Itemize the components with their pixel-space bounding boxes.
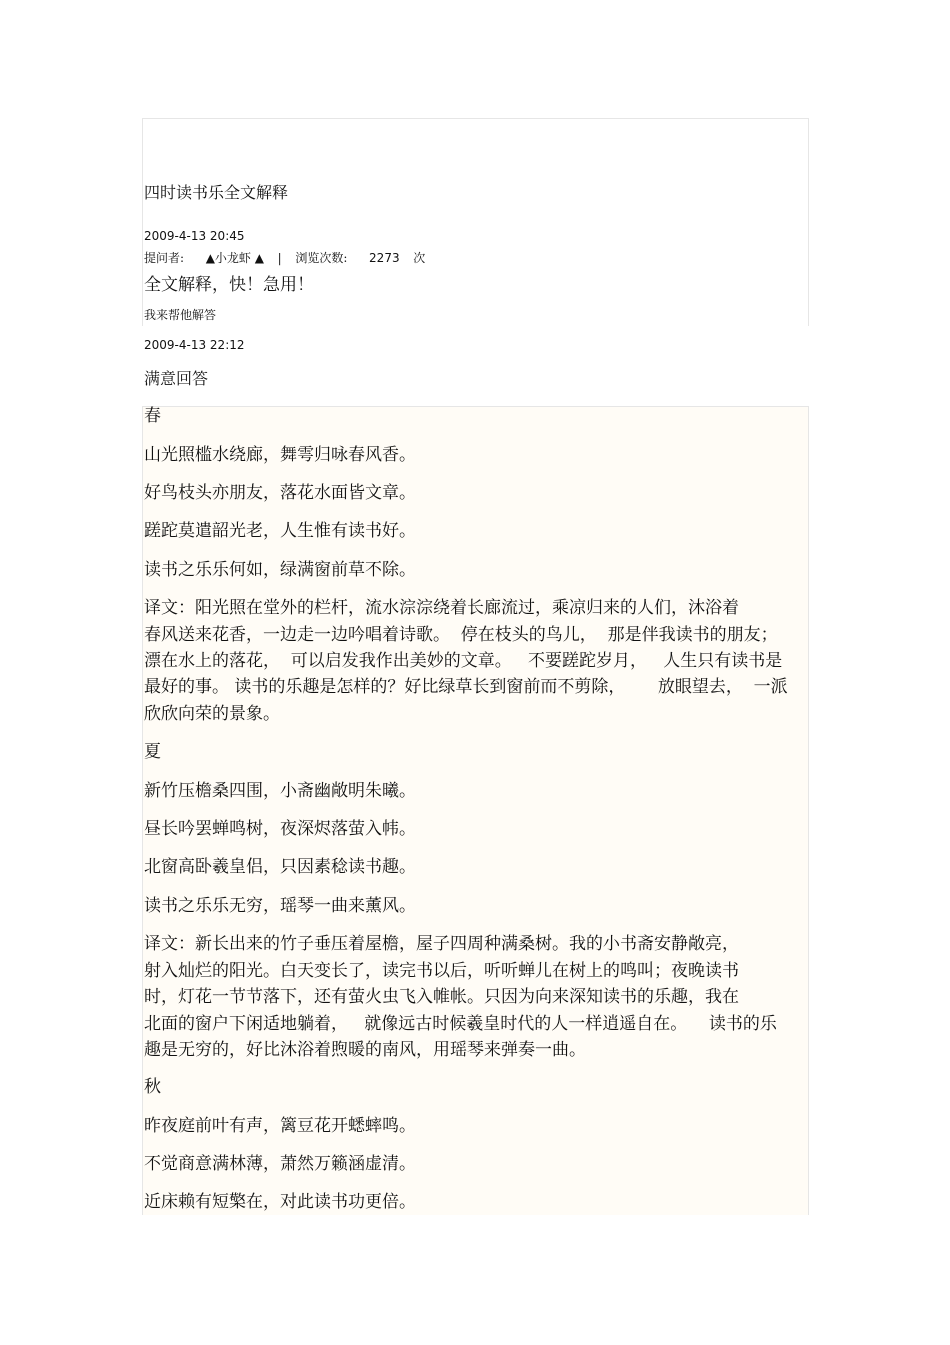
poem-line: 读书之乐乐何如，绿满窗前草不除。 <box>144 560 416 580</box>
poem-line: 近床赖有短檠在，对此读书功更倍。 <box>144 1192 416 1212</box>
translation-line: 欣欣向荣的景象。 <box>144 704 280 724</box>
meta-separator: | <box>277 251 282 265</box>
translation-line: 北面的窗户下闲适地躺着， 就像远古时候羲皇时代的人一样逍遥自在。 读书的乐 <box>144 1014 777 1034</box>
translation-line: 漂在水上的落花， 可以启发我作出美妙的文章。 不要蹉跎岁月， 人生只有读书是 <box>144 651 783 671</box>
asker-label: 提问者: <box>144 251 185 265</box>
poem-line: 读书之乐乐无穷，瑶琴一曲来薰风。 <box>144 896 416 916</box>
poem-line: 昨夜庭前叶有声，篱豆花开蟋蟀鸣。 <box>144 1116 416 1136</box>
section-heading-summer: 夏 <box>144 742 161 762</box>
poem-line: 不觉商意满林薄，萧然万籁涵虚清。 <box>144 1154 416 1174</box>
section-heading-spring: 春 <box>144 406 161 426</box>
question-date: 2009-4-13 20:45 <box>144 229 245 243</box>
question-title: 四时读书乐全文解释 <box>144 183 289 202</box>
section-heading-autumn: 秋 <box>144 1077 161 1097</box>
translation-line: 趣是无穷的，好比沐浴着煦暖的南风，用瑶琴来弹奏一曲。 <box>144 1040 586 1060</box>
asker-name[interactable]: ▲小龙虾 ▲ <box>205 251 264 265</box>
poem-line: 新竹压檐桑四围，小斋幽敞明朱曦。 <box>144 781 416 801</box>
poem-line: 蹉跎莫遣韶光老，人生惟有读书好。 <box>144 521 416 541</box>
translation-line: 最好的事。 读书的乐趣是怎样的？好比绿草长到窗前而不剪除， 放眼望去， 一派 <box>144 677 788 697</box>
question-meta <box>144 252 425 264</box>
translation-line: 时，灯花一节节落下，还有萤火虫飞入帷帐。只因为向来深知读书的乐趣，我在 <box>144 987 739 1007</box>
question-body: 全文解释，快！急用！ <box>144 275 314 295</box>
help-answer-link[interactable]: 我来帮他解答 <box>144 308 217 322</box>
translation-line: 译文：新长出来的竹子垂压着屋檐，屋子四周种满桑树。我的小书斋安静敞亮， <box>144 934 739 954</box>
translation-line: 射入灿烂的阳光。白天变长了，读完书以后，听听蝉儿在树上的鸣叫；夜晚读书 <box>144 961 739 981</box>
poem-line: 北窗高卧羲皇侣，只因素稔读书趣。 <box>144 857 416 877</box>
translation-line: 春风送来花香，一边走一边吟唱着诗歌。 停在枝头的鸟儿， 那是伴我读书的朋友； <box>144 625 778 645</box>
views-unit: 次 <box>413 251 426 265</box>
answer-date: 2009-4-13 22:12 <box>144 338 245 352</box>
poem-line: 昼长吟罢蝉鸣树，夜深烬落萤入帏。 <box>144 819 416 839</box>
poem-line: 好鸟枝头亦朋友，落花水面皆文章。 <box>144 483 416 503</box>
best-answer-label: 满意回答 <box>144 369 209 388</box>
translation-line: 译文：阳光照在堂外的栏杆，流水淙淙绕着长廊流过，乘凉归来的人们，沐浴着 <box>144 598 739 618</box>
views-count: 2273 <box>369 251 400 265</box>
views-label: 浏览次数: <box>295 251 348 265</box>
poem-line: 山光照槛水绕廊，舞雩归咏春风香。 <box>144 445 416 465</box>
